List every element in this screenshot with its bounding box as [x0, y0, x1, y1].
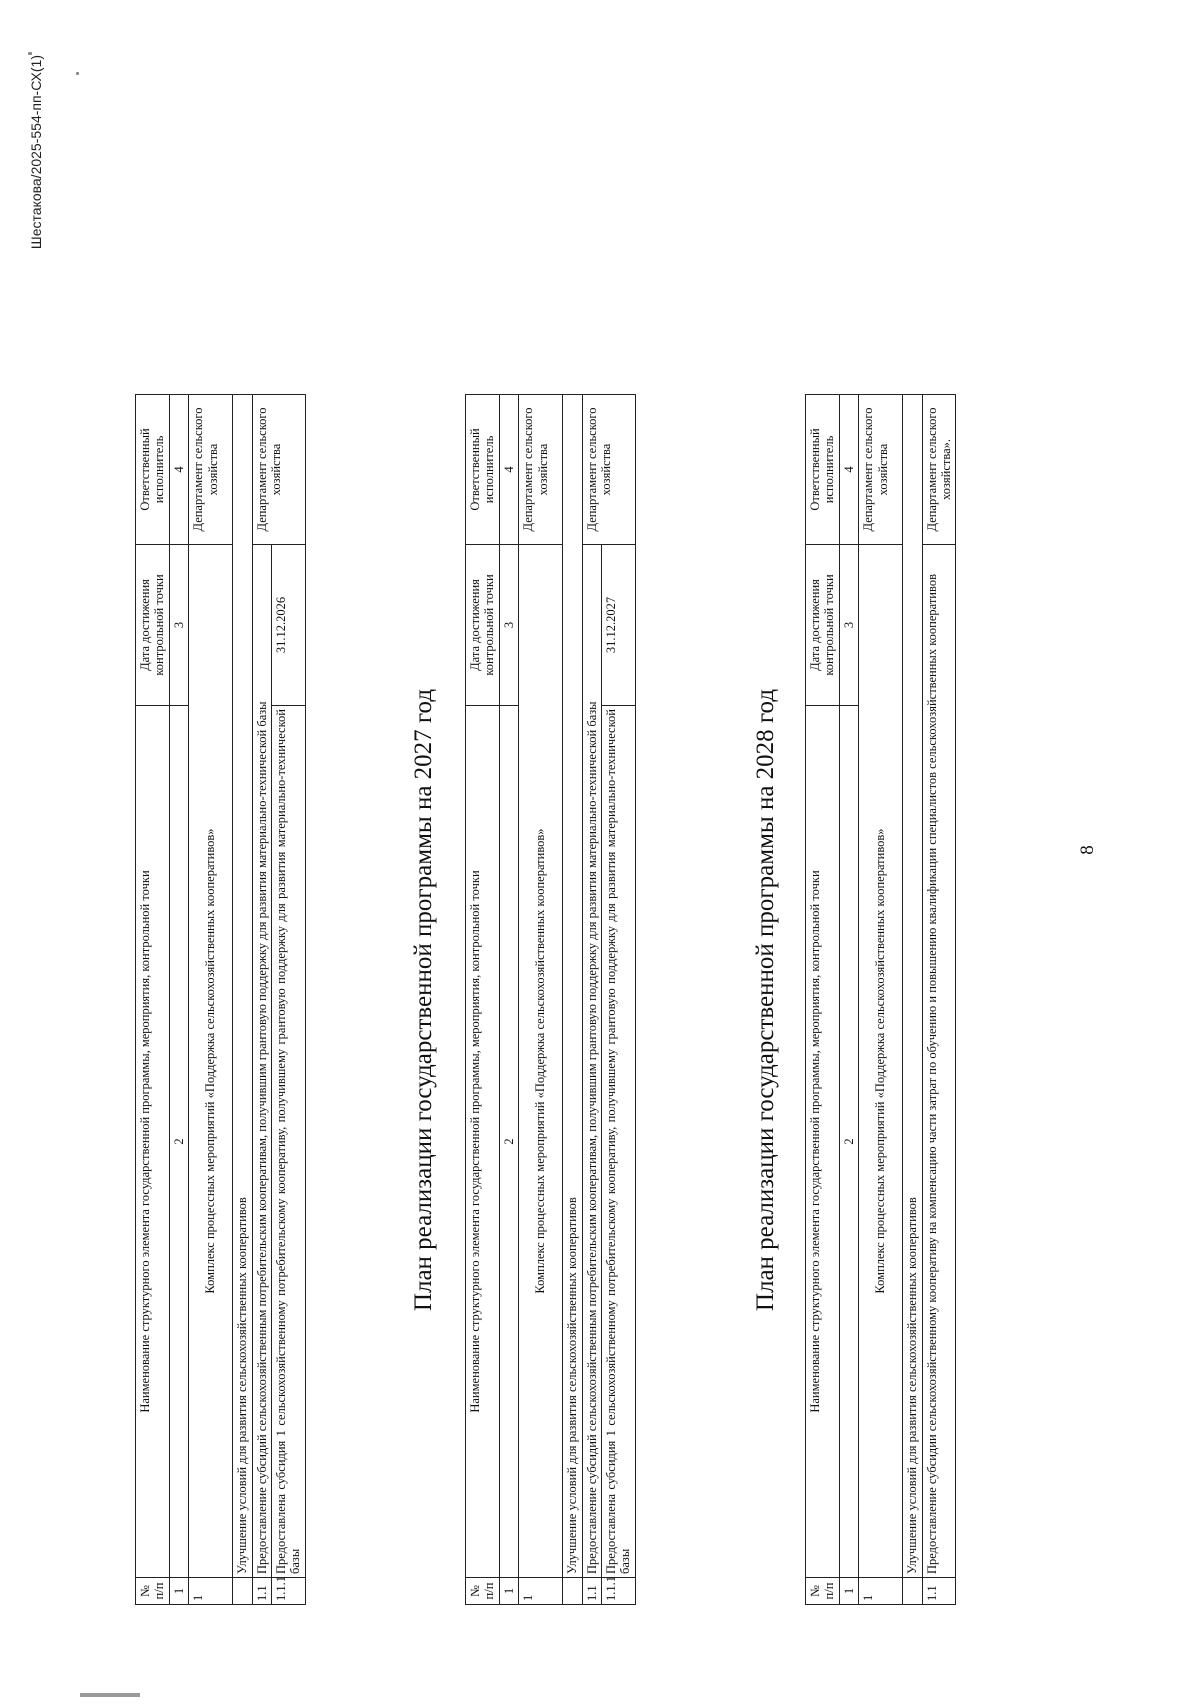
control-point-name: Предоставлена субсидия 1 сельскохозяйственному потребительскому кооперативу, получившему грантовую поддержку для развития материально-технической базы	[271, 706, 305, 1578]
col-number: 4	[839, 395, 858, 545]
col-number: 2	[839, 706, 858, 1578]
plan-title-2028: План реализации государственной программы на 2028 год	[752, 688, 779, 1312]
task-row	[903, 395, 922, 1605]
responsible: Департамент сельского хозяйства	[519, 395, 563, 545]
table-header-row	[466, 395, 500, 1605]
header-num: № п/п	[806, 1578, 840, 1605]
row-num: 1	[859, 1578, 903, 1605]
responsible: Департамент сельского хозяйства	[252, 395, 305, 545]
task-row	[233, 395, 252, 1605]
responsible: Департамент сельского хозяйства».	[922, 395, 956, 545]
col-number: 2	[499, 706, 518, 1578]
row-num: 1.1	[252, 1578, 271, 1605]
measure-name: Предоставление субсидий сельскохозяйственным потребительским кооперативам, получившим грантовую поддержку для развития материально-технической базы	[582, 545, 601, 1578]
page-number: 8	[1077, 845, 1098, 855]
row-num: 1.1.1	[271, 1578, 305, 1605]
col-number: 1	[839, 1578, 858, 1605]
col-number: 3	[169, 545, 188, 706]
header-date: Дата достижения контрольной точки	[466, 545, 500, 706]
control-point-row	[271, 395, 305, 1605]
responsible: Департамент сельского хозяйства	[582, 395, 635, 545]
responsible: Департамент сельского хозяйства	[189, 395, 233, 545]
header-responsible: Ответственный исполнитель	[806, 395, 840, 545]
control-point-name: Предоставлена субсидия 1 сельскохозяйственному потребительскому кооперативу, получившему грантовую поддержку для развития материально-технической базы	[601, 706, 635, 1578]
column-number-row	[499, 395, 518, 1605]
plan-title-2027: План реализации государственной программы на 2027 год	[410, 688, 437, 1312]
header-num: № п/п	[136, 1578, 170, 1605]
measure-row	[582, 395, 601, 1605]
measure-row	[252, 395, 271, 1605]
table-header-row	[806, 395, 840, 1605]
measure-name: Предоставление субсидии сельскохозяйственному кооперативу на компенсацию части затрат по обучению и повышению квалификации специалистов сельскохозяйственных кооперативов	[922, 545, 956, 1578]
row-num: 1.1.1	[601, 1578, 635, 1605]
control-point-date: 31.12.2027	[601, 545, 635, 706]
task-name: Улучшение условий для развития сельскохозяйственных кооперативов	[233, 395, 252, 1578]
plan-table-2028	[805, 394, 956, 1605]
col-number: 2	[169, 706, 188, 1578]
scan-artifact	[80, 1693, 140, 1697]
task-name: Улучшение условий для развития сельскохозяйственных кооперативов	[903, 395, 922, 1578]
responsible: Департамент сельского хозяйства	[859, 395, 903, 545]
task-row	[563, 395, 582, 1605]
complex-row	[189, 395, 233, 1605]
row-num: 1.1	[922, 1578, 956, 1605]
plan-table-2027	[465, 394, 636, 1605]
header-name: Наименование структурного элемента государственной программы, мероприятия, контрольной точки	[806, 706, 840, 1578]
col-number: 4	[499, 395, 518, 545]
row-num: 1	[519, 1578, 563, 1605]
control-point-row	[601, 395, 635, 1605]
header-responsible: Ответственный исполнитель	[466, 395, 500, 545]
header-name: Наименование структурного элемента государственной программы, мероприятия, контрольной точки	[136, 706, 170, 1578]
header-name: Наименование структурного элемента государственной программы, мероприятия, контрольной точки	[466, 706, 500, 1578]
column-number-row	[839, 395, 858, 1605]
col-number: 1	[169, 1578, 188, 1605]
header-date: Дата достижения контрольной точки	[806, 545, 840, 706]
measure-row	[922, 395, 956, 1605]
plan-table-2026	[135, 394, 306, 1605]
header-num: № п/п	[466, 1578, 500, 1605]
col-number: 4	[169, 395, 188, 545]
header-responsible: Ответственный исполнитель	[136, 395, 170, 545]
scan-artifact	[76, 72, 79, 75]
header-date: Дата достижения контрольной точки	[136, 545, 170, 706]
measure-name: Предоставление субсидий сельскохозяйственным потребительским кооперативам, получившим грантовую поддержку для развития материально-технической базы	[252, 545, 271, 1578]
document-code: Шестакова/2025-554-пп-СХ(1)	[28, 55, 44, 250]
row-num: 1.1	[582, 1578, 601, 1605]
complex-name: Комплекс процессных мероприятий «Поддержка сельскохозяйственных кооперативов»	[189, 545, 233, 1578]
col-number: 1	[499, 1578, 518, 1605]
control-point-date: 31.12.2026	[271, 545, 305, 706]
col-number: 3	[839, 545, 858, 706]
complex-name: Комплекс процессных мероприятий «Поддержка сельскохозяйственных кооперативов»	[519, 545, 563, 1578]
col-number: 3	[499, 545, 518, 706]
table-header-row	[136, 395, 170, 1605]
complex-row	[519, 395, 563, 1605]
complex-row	[859, 395, 903, 1605]
complex-name: Комплекс процессных мероприятий «Поддержка сельскохозяйственных кооперативов»	[859, 545, 903, 1578]
task-name: Улучшение условий для развития сельскохозяйственных кооперативов	[563, 395, 582, 1578]
column-number-row	[169, 395, 188, 1605]
row-num: 1	[189, 1578, 233, 1605]
